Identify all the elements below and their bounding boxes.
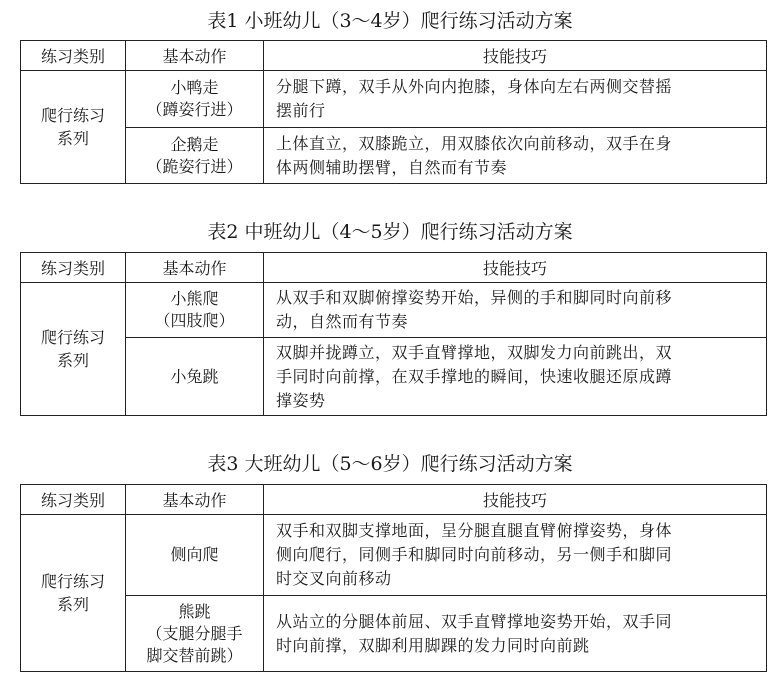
action-name: 小兔跳 [170,366,219,386]
skill-cell [264,596,767,672]
header-category: 练习类别 [21,253,126,283]
action-name: 小熊爬 [170,289,219,308]
header-action: 基本动作 [126,253,264,283]
skill-line: 分腿下蹲，双手从外向内抱膝，身体向左右两侧交替摇 [276,77,673,96]
category-line: 爬行练习 [40,328,105,347]
category-line: 系列 [56,595,89,614]
skill-line: 手同时向前撑，在双手撑地的瞬间，快速收腿还原成蹲 [276,366,673,386]
header-action: 基本动作 [126,41,264,71]
table-header-row [21,41,767,71]
header-skill: 技能技巧 [264,485,767,515]
category-cell [21,283,126,416]
table-3-title: 表3 大班幼儿（5～6岁）爬行练习活动方案 [207,453,573,475]
table-row [21,596,767,672]
skill-line: 动，自然而有节奏 [276,312,409,331]
table-row [21,71,767,128]
header-skill: 技能技巧 [264,253,767,283]
action-name: 侧向爬 [170,545,219,564]
action-note: （支腿分腿手 [146,623,243,643]
header-category: 练习类别 [21,41,126,71]
table-3 [20,484,767,672]
action-note: 脚交替前跳） [146,645,243,665]
skill-line: 从双手和双脚俯撑姿势开始，异侧的手和脚同时向前移 [276,288,673,307]
category-line: 爬行练习 [40,572,105,591]
table-row [21,515,767,596]
action-cell [126,128,264,184]
table-2 [20,252,767,416]
skill-line: 摆前行 [276,101,326,120]
table-header-row [21,253,767,283]
action-cell [126,71,264,128]
skill-line: 侧向爬行，同侧手和脚同时向前移动，另一侧手和脚同 [276,545,673,564]
category-cell [21,71,126,184]
action-cell [126,596,264,672]
skill-line: 时向前撑，双脚利用脚踝的发力同时向前跳 [276,635,590,655]
skill-line: 时交叉向前移动 [276,569,392,588]
header-category: 练习类别 [21,485,126,515]
category-line: 爬行练习 [40,106,105,125]
table-row [21,128,767,184]
category-line: 系列 [56,351,89,370]
skill-cell [264,283,767,338]
action-name: 企鹅走 [170,134,219,154]
action-note: （四肢爬） [154,311,235,330]
skill-cell [264,338,767,416]
action-cell [126,283,264,338]
skill-line: 双脚并拢蹲立，双手直臂撑地，双脚发力向前跳出，双 [276,342,673,362]
table-1-title: 表1 小班幼儿（3～4岁）爬行练习活动方案 [207,10,573,32]
action-name: 小鸭走 [170,78,219,97]
action-note: （蹲姿行进） [146,100,243,119]
action-note: （跪姿行进） [146,156,243,176]
table-row [21,283,767,338]
table-1 [20,40,767,184]
action-cell [126,515,264,596]
table-2-title: 表2 中班幼儿（4～5岁）爬行练习活动方案 [207,221,573,243]
table-row [21,338,767,416]
skill-line: 双手和双脚支撑地面，呈分腿直腿直臂俯撑姿势，身体 [276,521,673,540]
skill-line: 从站立的分腿体前屈、双手直臂撑地姿势开始，双手同 [276,611,673,631]
action-cell [126,338,264,416]
category-line: 系列 [56,129,89,148]
header-skill: 技能技巧 [264,41,767,71]
skill-line: 体两侧辅助摆臂，自然而有节奏 [276,157,508,177]
action-name: 熊跳 [178,601,211,621]
table-header-row [21,485,767,515]
skill-cell [264,71,767,128]
skill-cell [264,515,767,596]
header-action: 基本动作 [126,485,264,515]
category-cell [21,515,126,672]
skill-line: 撑姿势 [276,390,326,410]
skill-cell [264,128,767,184]
skill-line: 上体直立，双膝跪立，用双膝依次向前移动，双手在身 [276,133,673,153]
